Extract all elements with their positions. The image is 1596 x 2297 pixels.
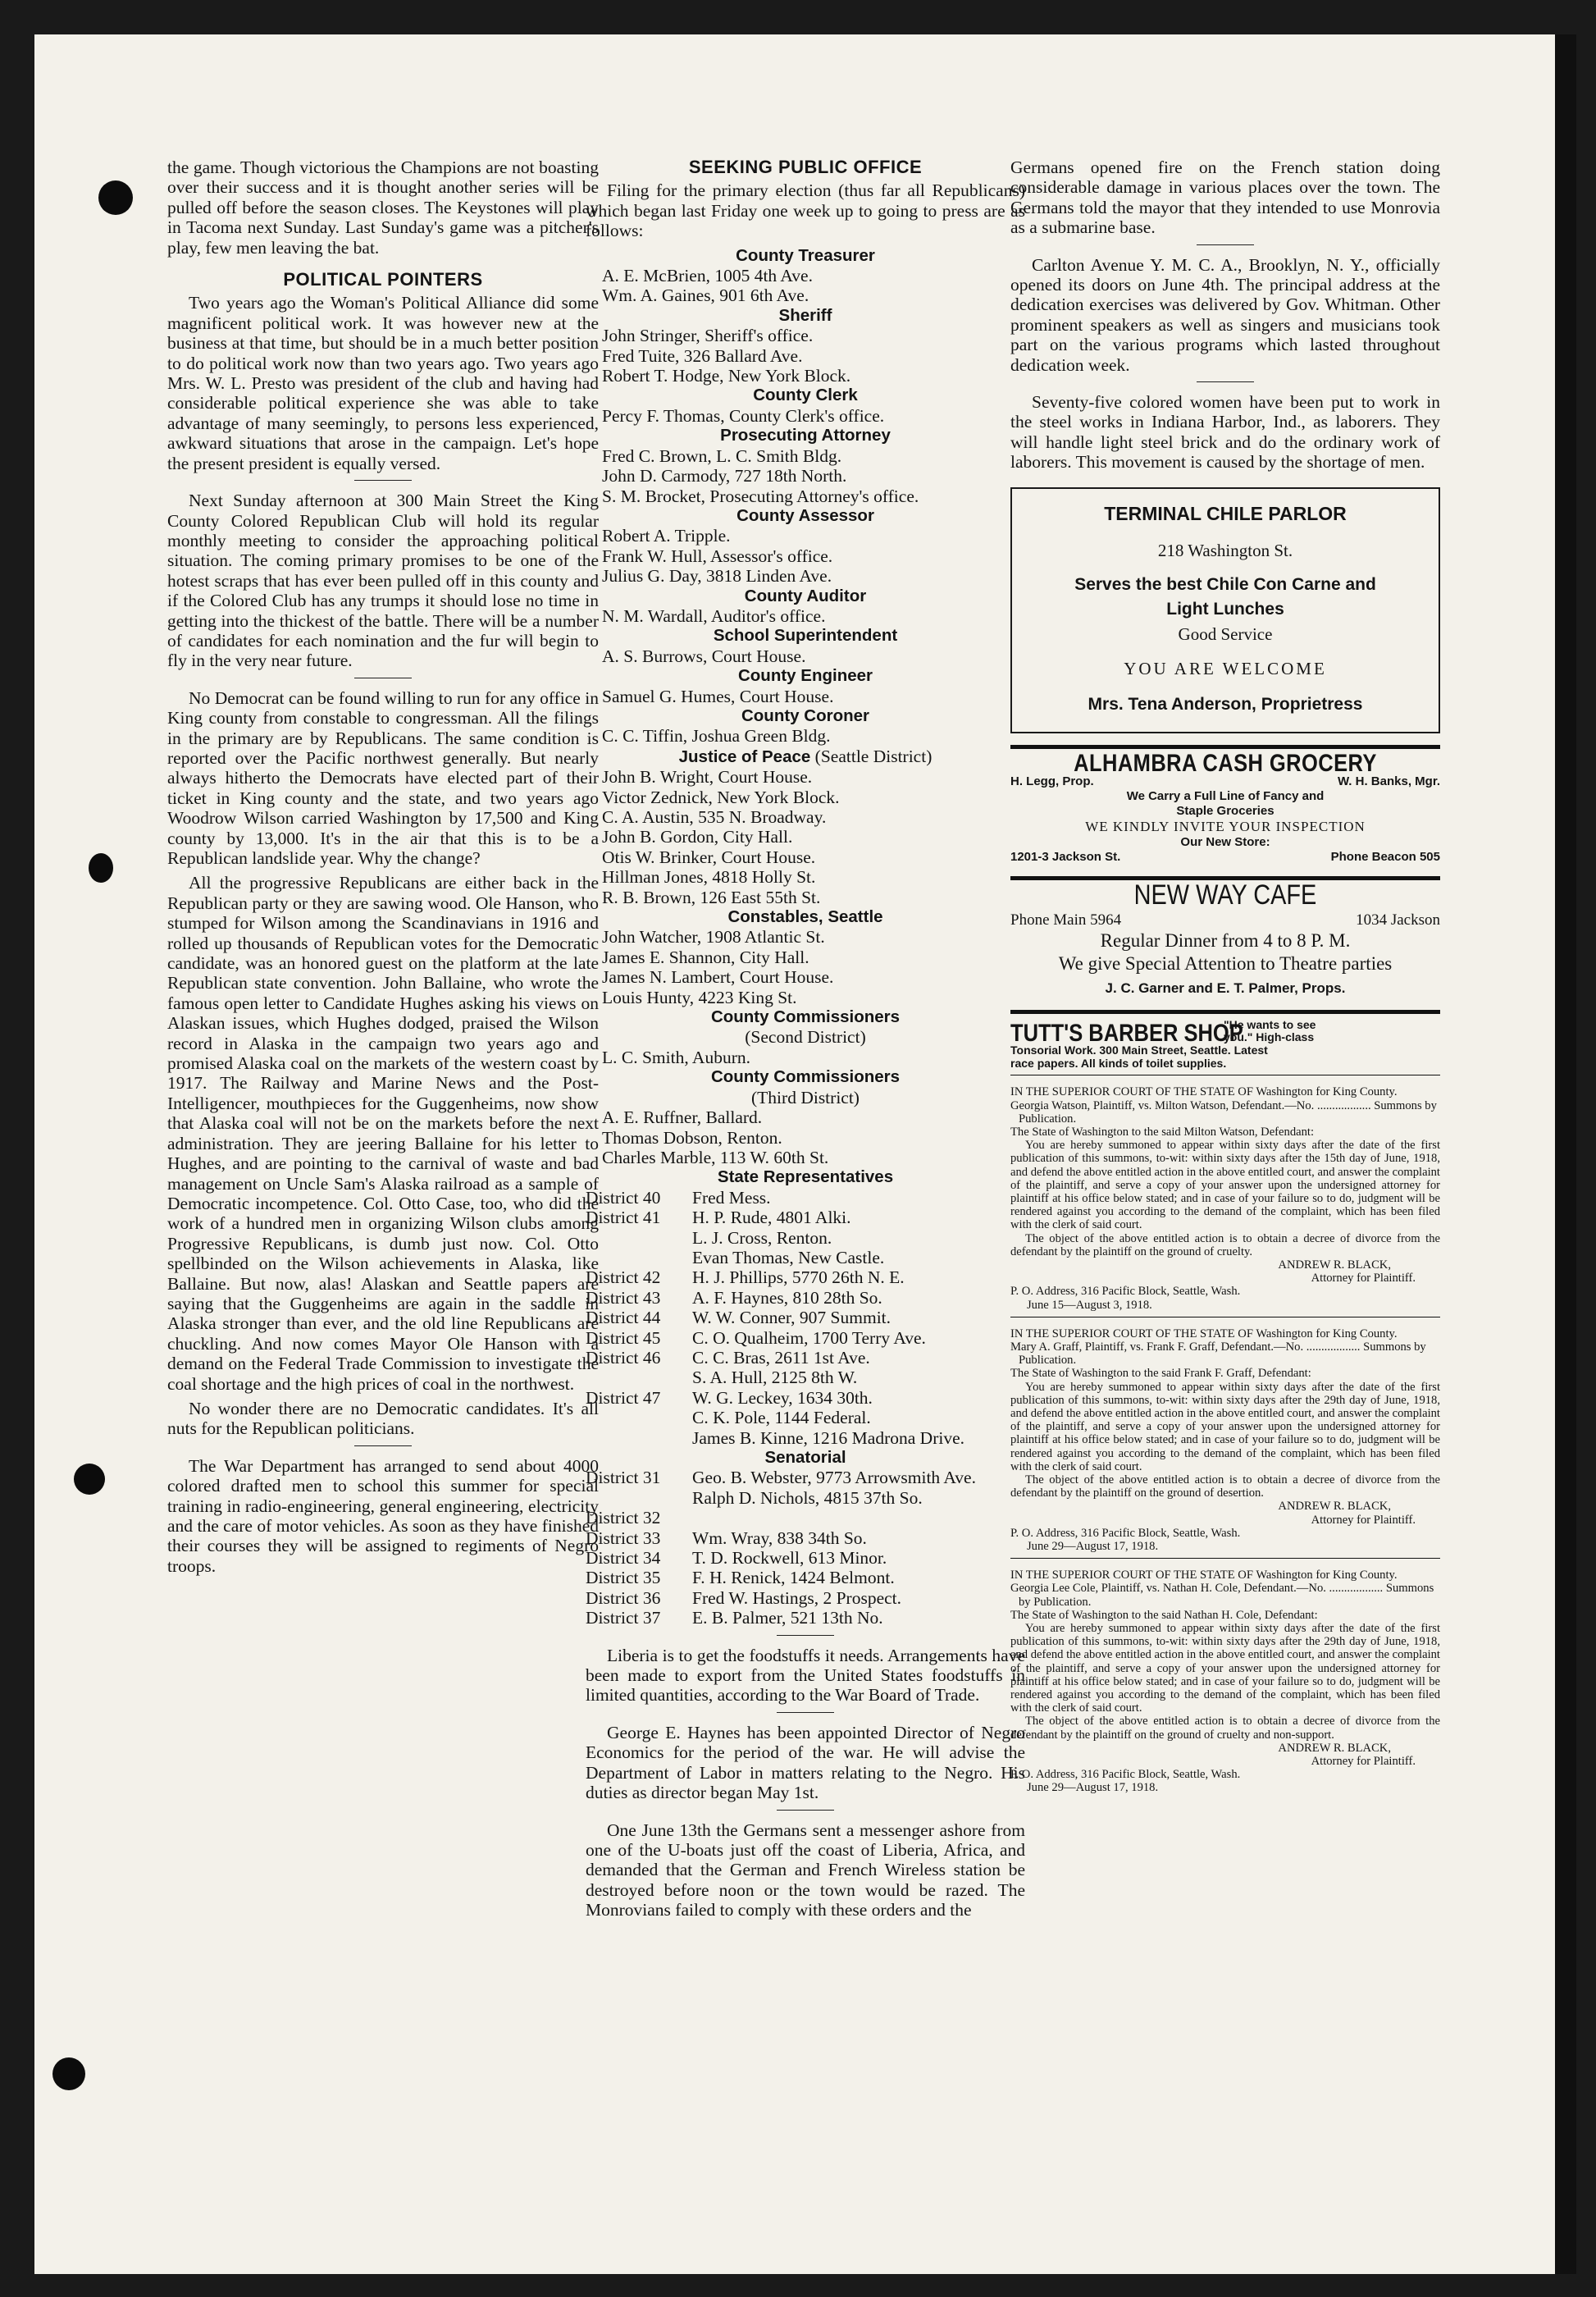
office-title: County Commissioners	[710, 1067, 901, 1087]
legal-address: P. O. Address, 316 Pacific Block, Seattle, Wash.	[1010, 1285, 1241, 1299]
divider	[1010, 745, 1440, 749]
binder-hole	[89, 853, 113, 883]
candidate: Otis W. Brinker, Court House.	[602, 847, 816, 867]
candidate: S. M. Brocket, Prosecuting Attorney's office.	[602, 486, 919, 506]
divider	[777, 1712, 834, 1713]
legal-object: The object of the above entitled action is to obtain a decree of divorce from the defendant by the plaintiff on the ground of cruelty and non-support.	[1010, 1715, 1440, 1742]
office-title: County Clerk	[753, 386, 858, 405]
binder-hole	[74, 1464, 105, 1495]
office-title: Sheriff	[778, 305, 832, 325]
district-label: District 34	[586, 1548, 661, 1569]
candidate: Fred Tuite, 326 Ballard Ave.	[602, 345, 803, 366]
divider	[1197, 244, 1254, 245]
candidate: Victor Zednick, New York Block.	[602, 787, 840, 807]
office-title: School Superintendent	[713, 626, 898, 646]
legal-parties: Georgia Lee Cole, Plaintiff, vs. Nathan H. Cole, Defendant.—No. .................. Summons by Publication.	[1010, 1582, 1434, 1609]
legal-object: The object of the above entitled action is to obtain a decree of divorce from the defendant by the plaintiff on the ground of cruelty.	[1010, 1231, 1440, 1258]
divider	[777, 1635, 834, 1636]
divider	[1197, 381, 1254, 382]
office-title: Senatorial	[764, 1448, 846, 1467]
candidate: H. P. Rude, 4801 Alki.	[692, 1208, 851, 1228]
candidate: John B. Gordon, City Hall.	[602, 827, 793, 847]
legal-notices	[1010, 1075, 1440, 1794]
candidate: H. J. Phillips, 5770 26th N. E.	[692, 1267, 905, 1288]
legal-dates: June 15—August 3, 1918.	[1027, 1298, 1152, 1312]
office-title: County Assessor	[736, 505, 874, 525]
office-title: County Auditor	[744, 586, 867, 605]
candidate: A. E. Ruffner, Ballard.	[602, 1107, 763, 1128]
ad-phone: Phone Beacon 505	[1330, 849, 1440, 864]
ad-slogan-line: "He wants to see	[1224, 1018, 1316, 1032]
candidate: Wm. A. Gaines, 901 6th Ave.	[602, 285, 809, 306]
district-label: District 35	[586, 1568, 661, 1588]
legal-address: P. O. Address, 316 Pacific Block, Seattle, Wash.	[1010, 1768, 1241, 1782]
ad-line: Light Lunches	[1166, 600, 1284, 619]
legal-court-heading: IN THE SUPERIOR COURT OF THE STATE OF Washington for King County.	[1010, 1085, 1398, 1099]
legal-attorney: ANDREW R. BLACK,	[1278, 1258, 1391, 1272]
candidate: L. J. Cross, Renton.	[692, 1227, 832, 1248]
ad-line: Regular Dinner from 4 to 8 P. M.	[1100, 929, 1351, 951]
article-continuation: the game. Though victorious the Champions are not boasting over their success and it is thought another series will be pulled off before the season closes. The Keystones will play in Tacoma next Sunday. Last Sunday's game was a pitcher's play, few men leaving the bat.	[167, 158, 599, 258]
paragraph: One June 13th the Germans sent a messenger ashore from one of the U-boats just off the coast of Liberia, Africa, and demanded that the German and French Wireless station be destroyed before noon or the town would be razed. The Monrovians failed to comply with these orders and the	[586, 1820, 1025, 1920]
candidate: Wm. Wray, 838 34th So.	[692, 1528, 867, 1548]
candidate: C. A. Austin, 535 N. Broadway.	[602, 807, 827, 827]
article-continuation: Germans opened fire on the French station doing considerable damage in various places over the town. The Germans told the mayor that they intended to use Monrovia as a submarine base.	[1010, 158, 1440, 238]
candidate: L. C. Smith, Auburn.	[602, 1047, 750, 1067]
legal-addressee: The State of Washington to the said Milton Watson, Defendant:	[1010, 1125, 1315, 1139]
district-label: District 46	[586, 1347, 661, 1368]
office-title: County Engineer	[737, 666, 873, 686]
candidate: John B. Wright, Court House.	[602, 767, 813, 788]
candidate	[692, 1508, 1025, 1528]
candidate-list	[586, 1107, 1025, 1167]
ad-tutts-barber-shop	[1010, 1019, 1440, 1070]
district-row	[586, 1608, 1025, 1628]
ad-row	[1010, 1018, 1440, 1047]
legal-notice	[1010, 1569, 1440, 1794]
newspaper-page	[34, 34, 1576, 2274]
district-row	[586, 1308, 1025, 1327]
district-label: District 40	[586, 1187, 661, 1208]
candidate: A. F. Haynes, 810 28th So.	[692, 1287, 882, 1308]
candidate: Charles Marble, 113 W. 60th St.	[602, 1147, 829, 1167]
candidate: W. G. Leckey, 1634 30th.	[692, 1387, 873, 1408]
ad-proprietor: J. C. Garner and E. T. Palmer, Props.	[1105, 980, 1346, 996]
office-subtitle: (Third District)	[751, 1087, 860, 1107]
district-list	[586, 1188, 1025, 1448]
ad-title: ALHAMBRA CASH GROCERY	[1074, 750, 1377, 778]
candidate: Geo. B. Webster, 9773 Arrowsmith Ave.	[692, 1468, 976, 1488]
candidate: John Stringer, Sheriff's office.	[602, 326, 814, 346]
district-label: District 42	[586, 1267, 661, 1288]
candidate: Hillman Jones, 4818 Holly St.	[602, 867, 816, 888]
paragraph: Two years ago the Woman's Political Alliance did some magnificent political work. It was however new at the business at that time, but should be in a much better position to do political work now than two years ago. Two years ago Mrs. W. L. Presto was president of the club and having had considerable political experience she was able to take advantage of many seemingly, to persons less experienced, awkward situations that arose in the campaign. Let's hope the present president is equally versed.	[167, 293, 599, 473]
divider	[1010, 1010, 1440, 1014]
ad-address: 1034 Jackson	[1356, 911, 1440, 929]
divider	[1010, 1558, 1440, 1559]
legal-address: P. O. Address, 316 Pacific Block, Seattle, Wash.	[1010, 1526, 1241, 1540]
candidate-list	[586, 1048, 1025, 1067]
office-title: County Coroner	[741, 706, 870, 725]
legal-parties: Georgia Watson, Plaintiff, vs. Milton Watson, Defendant.—No. .................. Summons by Publication.	[1010, 1098, 1437, 1126]
ad-phone: Phone Main 5964	[1010, 911, 1122, 929]
paragraph: Next Sunday afternoon at 300 Main Street the King County Colored Republican Club will hold its regular monthly meeting to consider the approaching political situation. The coming primary promises to be one of the hotest scraps that has ever been pulled off in this county and if the Colored Club has any trumps it should lose no time in getting into the thickest of the battle. There will be a number of candidates for each nomination and the fur will begin to fly in the very near future.	[167, 491, 599, 671]
district-label: District 44	[586, 1308, 661, 1328]
candidate: C. K. Pole, 1144 Federal.	[692, 1408, 871, 1428]
legal-court-heading: IN THE SUPERIOR COURT OF THE STATE OF Washington for King County.	[1010, 1569, 1398, 1582]
candidate: S. A. Hull, 2125 8th W.	[692, 1368, 858, 1388]
office-title: State Representatives	[717, 1167, 894, 1187]
legal-addressee: The State of Washington to the said Frank F. Graff, Defendant:	[1010, 1367, 1311, 1381]
candidate: C. C. Tiffin, Joshua Green Bldg.	[602, 726, 831, 747]
candidate: Louis Hunty, 4223 King St.	[602, 987, 797, 1007]
candidate: Samuel G. Humes, Court House.	[602, 686, 834, 706]
district-label: District 43	[586, 1287, 661, 1308]
paragraph: No Democrat can be found willing to run for any office in King county from constable to congressman. All the filings in the primary are by Republicans. The same condition is reported over the Pacific northwest generally. But nearly always hitherto the Democrats have elected part of their ticket in King county and the state, and two years ago Woodrow Wilson carried Washington by 17,500 and King county by 13,000. It's in the air that this is to be a Republican landslide year. Why the change?	[167, 687, 599, 868]
column-2	[586, 158, 1025, 1925]
candidate-list	[586, 927, 1025, 1007]
ad-title: TERMINAL CHILE PARLOR	[1104, 502, 1347, 524]
candidate: John Watcher, 1908 Atlantic St.	[602, 927, 825, 948]
office-subtitle: (Seattle District)	[814, 746, 933, 766]
candidate-list	[586, 767, 1025, 907]
candidate: E. B. Palmer, 521 13th No.	[692, 1608, 883, 1628]
district-label: District 33	[586, 1528, 661, 1548]
district-label: District 45	[586, 1327, 661, 1348]
district-row	[586, 1528, 1025, 1548]
ad-line: Good Service	[1178, 624, 1273, 645]
ad-row	[1010, 850, 1440, 865]
ad-terminal-chile-parlor	[1010, 487, 1440, 733]
candidate: Thomas Dobson, Renton.	[602, 1127, 782, 1148]
paragraph: Seventy-five colored women have been put to work in the steel works in Indiana Harbor, Ind., as laborers. They will handle light steel brick and do the ordinary work of laborers. This movement is caused by the shortage of men.	[1010, 392, 1440, 473]
candidate: Fred W. Hastings, 2 Prospect.	[692, 1587, 902, 1608]
office-subtitle: (Second District)	[745, 1027, 866, 1048]
office-title: Prosecuting Attorney	[720, 426, 891, 445]
ad-line: Serves the best Chile Con Carne and	[1074, 575, 1376, 595]
candidate: F. H. Renick, 1424 Belmont.	[692, 1568, 895, 1588]
district-label: District 37	[586, 1608, 661, 1628]
paragraph: Filing for the primary election (thus far all Republicans) which began last Friday one week up to going to press are as follows:	[586, 180, 1025, 241]
district-row	[586, 1328, 1025, 1348]
legal-notice	[1010, 1085, 1440, 1311]
legal-parties: Mary A. Graff, Plaintiff, vs. Frank F. Graff, Defendant.—No. .................. Summons by Publication.	[1010, 1340, 1426, 1368]
legal-notice	[1010, 1327, 1440, 1553]
legal-attorney-role: Attorney for Plaintiff.	[1311, 1755, 1416, 1769]
district-row	[586, 1348, 1025, 1388]
candidate: Ralph D. Nichols, 4815 37th So.	[692, 1487, 923, 1508]
page-edge-shadow	[1555, 34, 1576, 2274]
candidate: Robert T. Hodge, New York Block.	[602, 366, 851, 386]
legal-body: You are hereby summoned to appear within sixty days after the date of the first publication of this summons, to-wit: within sixty days after the 15th day of June, 1918, and defend the above entitled action in the above entitled court, and answer the complaint of the plaintiff, and serve a copy of your answer upon the undersigned attorney for plaintiff at his office below stated; and in case of your failure so to do, judgment will be rendered against you according to the demand of the complaint, which has been filed with the clerk of said court.	[1010, 1139, 1440, 1232]
district-label: District 31	[586, 1468, 661, 1488]
candidate: W. W. Conner, 907 Summit.	[692, 1308, 891, 1328]
legal-attorney-role: Attorney for Plaintiff.	[1311, 1272, 1416, 1285]
ad-address: 218 Washington St.	[1157, 541, 1293, 561]
legal-body: You are hereby summoned to appear within sixty days after the date of the first publication of this summons, to-wit: within sixty days after the 29th day of June, 1918, and defend the above entitled action in the above entitled court, and answer the complaint of the plaintiff, and serve a copy of your answer upon the undersigned attorney for plaintiff at his office below stated; and in case of your failure so to do, judgment will be rendered against you according to the demand of the complaint, which has been filed with the clerk of said court.	[1010, 1622, 1440, 1715]
candidate: C. O. Qualheim, 1700 Terry Ave.	[692, 1327, 926, 1348]
district-row	[586, 1468, 1025, 1508]
candidate: A. S. Burrows, Court House.	[602, 646, 806, 666]
office-heading	[586, 747, 1025, 767]
ad-address: 1201-3 Jackson St.	[1010, 849, 1121, 864]
ad-line: Tonsorial Work. 300 Main Street, Seattle. Latest	[1010, 1043, 1268, 1057]
ad-line: YOU ARE WELCOME	[1124, 659, 1327, 679]
office-title: Justice of Peace	[678, 747, 811, 766]
column-1	[167, 158, 599, 1581]
legal-attorney: ANDREW R. BLACK,	[1278, 1741, 1391, 1755]
legal-dates: June 29—August 17, 1918.	[1027, 1540, 1159, 1554]
candidate: Evan Thomas, New Castle.	[692, 1247, 885, 1267]
district-label: District 41	[586, 1208, 661, 1228]
candidate: R. B. Brown, 126 East 55th St.	[602, 887, 821, 907]
legal-attorney: ANDREW R. BLACK,	[1278, 1500, 1391, 1514]
ad-alhambra-cash-grocery	[1010, 750, 1440, 864]
ad-line: race papers. All kinds of toilet supplies.	[1010, 1057, 1227, 1071]
paragraph: No wonder there are no Democratic candidates. It's all nuts for the Republican politicians.	[167, 1398, 599, 1439]
district-label: District 32	[586, 1508, 661, 1528]
district-row	[586, 1388, 1025, 1448]
paragraph: All the progressive Republicans are either back in the Republican party or they are sawing wood. Ole Hanson, who stumped for Wilson among the Scandinavians in 1916 and rolled up thousands of Republican votes for the Democratic candidate, was an honored guest on the platform at the late Republican state convention. John Ballaine, who wrote the famous open letter to Candidate Hughes asking his views on Alaskan issues, which Hughes dodged, praised the Wilson record in Alaska in the campaign two years ago and promised Alaska coal on the markets of the western coast by 1917. The Railway and Marine News and the Post-Intelligencer, mouthpieces for the Guggenheims, now show that Alaska coal will not be on the markets before the next administration. They are jeering Ballaine for his letter to Hughes, and are pointing to the carnival of waste and bad management on Uncle Sam's Alaska railroad as a sample of Democratic incompetence. Col. Otto Case, too, who did the work of a hundred men in organizing Wilson clubs among Progressive Republicans, is dumb just now. Col. Otto spellbinded on the Wilson achievements in Alaska, like Ballaine. But now, alas! Alaskan and Seattle papers are saying that the Guggenheims are again in the saddle in Alaska stronger than ever, and the old line Republicans are chuckling. And now comes Mayor Ole Hanson with a demand on the Federal Trade Commission to investigate the coal shortage and the high prices of coal in the northwest.	[167, 873, 599, 1394]
ad-line: WE KINDLY INVITE YOUR INSPECTION	[1085, 818, 1366, 834]
legal-attorney-role: Attorney for Plaintiff.	[1311, 1513, 1416, 1527]
headline-political-pointers: POLITICAL POINTERS	[283, 269, 483, 290]
district-row	[586, 1208, 1025, 1267]
candidate: John D. Carmody, 727 18th North.	[602, 466, 847, 486]
district-label: District 47	[586, 1387, 661, 1408]
column-3	[1010, 158, 1440, 1795]
binder-hole	[52, 2057, 85, 2090]
candidate: James E. Shannon, City Hall.	[602, 947, 809, 967]
office-list	[586, 246, 1025, 747]
office-title: County Treasurer	[736, 245, 875, 265]
ad-row	[1010, 911, 1440, 929]
ad-line: Our New Store:	[1180, 834, 1270, 849]
paragraph: Liberia is to get the foodstuffs it needs. Arrangements have been made to export from the United States foodstuffs in limited quantities, according to the War Board of Trade.	[586, 1645, 1025, 1706]
district-row	[586, 1508, 1025, 1528]
district-row	[586, 1588, 1025, 1608]
office-title: Constables, Seattle	[727, 907, 883, 927]
office-title: County Commissioners	[710, 1007, 901, 1027]
candidate: N. M. Wardall, Auditor's office.	[602, 605, 826, 626]
district-row	[586, 1288, 1025, 1308]
ad-new-way-cafe	[1010, 879, 1440, 999]
candidate: Fred C. Brown, L. C. Smith Bldg.	[602, 445, 842, 466]
ad-title: NEW WAY CAFE	[1133, 879, 1317, 911]
ad-proprietor: H. Legg, Prop.	[1010, 774, 1094, 788]
legal-object: The object of the above entitled action is to obtain a decree of divorce from the defendant by the plaintiff on the ground of desertion.	[1010, 1473, 1440, 1500]
paragraph: Carlton Avenue Y. M. C. A., Brooklyn, N. Y., officially opened its doors on June 4th. The principal address at the dedication exercises was delivered by Gov. Whitman. Other prominent speakers as well as singers and musicians took part on the various programs which lasted throughout dedication week.	[1010, 254, 1440, 375]
district-list	[586, 1468, 1025, 1628]
district-row	[586, 1568, 1025, 1587]
legal-addressee: The State of Washington to the said Nathan H. Cole, Defendant:	[1010, 1608, 1318, 1622]
candidate: C. C. Bras, 2611 1st Ave.	[692, 1347, 870, 1368]
legal-court-heading: IN THE SUPERIOR COURT OF THE STATE OF Washington for King County.	[1010, 1327, 1398, 1340]
divider	[777, 1810, 834, 1811]
ad-slogan-line: you." High-class	[1224, 1030, 1315, 1044]
ad-line: We give Special Attention to Theatre parties	[1058, 952, 1393, 974]
district-row	[586, 1188, 1025, 1208]
paragraph: George E. Haynes has been appointed Director of Negro Economics for the period of the war. He will advise the Department of Labor in matters relating to the Negro. His duties as director began May 1st.	[586, 1722, 1025, 1803]
ad-line: We Carry a Full Line of Fancy and	[1126, 788, 1325, 803]
candidate: James B. Kinne, 1216 Madrona Drive.	[692, 1427, 964, 1448]
divider	[354, 1445, 412, 1446]
candidate: T. D. Rockwell, 613 Minor.	[692, 1548, 887, 1569]
candidate: Julius G. Day, 3818 Linden Ave.	[602, 566, 832, 587]
candidate: Frank W. Hull, Assessor's office.	[602, 546, 833, 566]
candidate: Fred Mess.	[692, 1187, 771, 1208]
divider	[354, 480, 412, 481]
district-label: District 36	[586, 1587, 661, 1608]
binder-hole	[98, 180, 133, 215]
ad-manager: W. H. Banks, Mgr.	[1337, 774, 1440, 788]
candidate: A. E. McBrien, 1005 4th Ave.	[602, 266, 813, 286]
candidate: Percy F. Thomas, County Clerk's office.	[602, 405, 885, 426]
ad-title: TUTT'S BARBER SHOP	[1010, 1019, 1243, 1047]
candidate: Robert A. Tripple.	[602, 526, 731, 546]
paragraph: The War Department has arranged to send about 4000 colored drafted men to school this summer for special training in radio-engineering, general engineering, electricity and the care of motor vehicles. As soon as they have finished their courses they will be assigned to regiments of Negro troops.	[167, 1455, 599, 1576]
district-row	[586, 1267, 1025, 1287]
ad-line: Staple Groceries	[1176, 803, 1275, 818]
candidate: James N. Lambert, Court House.	[602, 967, 834, 988]
ad-proprietor: Mrs. Tena Anderson, Proprietress	[1088, 695, 1363, 715]
legal-dates: June 29—August 17, 1918.	[1027, 1781, 1159, 1795]
district-row	[586, 1548, 1025, 1568]
headline-seeking-public-office: SEEKING PUBLIC OFFICE	[688, 157, 923, 177]
legal-body: You are hereby summoned to appear within sixty days after the date of the first publication of this summons, to-wit: within sixty days after the 29th day of June, 1918, and defend the above entitled action in the above entitled court, and answer the complaint of the plaintiff, and serve a copy of your answer upon the undersigned attorney for plaintiff at his office below stated; and in case of your failure so to do, judgment will be rendered against you according to the demand of the complaint, which has been filed with the clerk of said court.	[1010, 1380, 1440, 1473]
